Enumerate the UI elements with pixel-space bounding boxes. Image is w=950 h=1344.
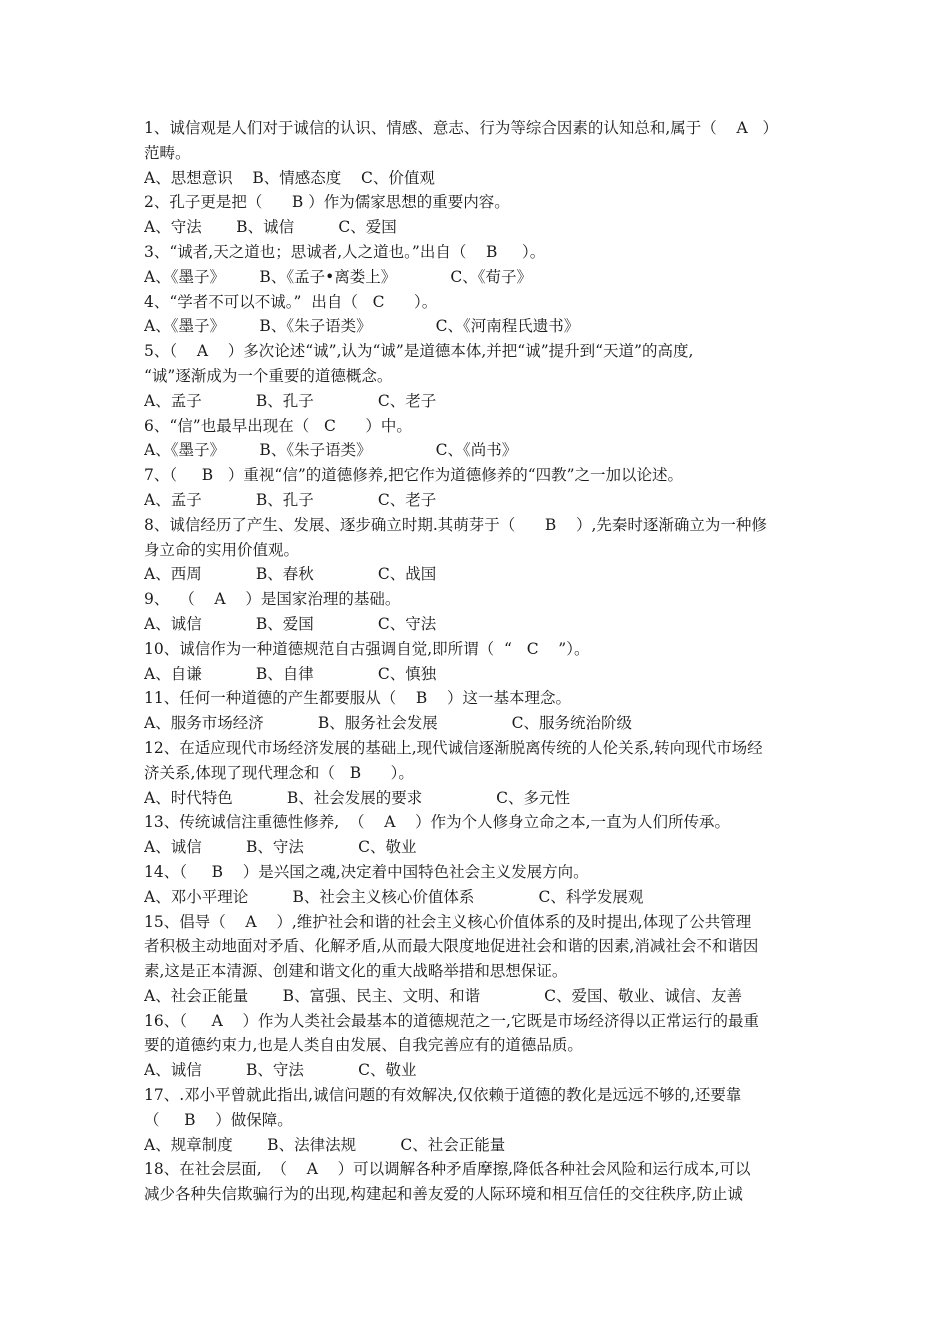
text-line: 素,这是正本清源、创建和谐文化的重大战略举措和思想保证。 <box>144 962 568 981</box>
text-line: 10、诚信作为一种道德规范自古强调自觉,即所谓（ “ C ”）。 <box>144 639 590 658</box>
text-line: 济关系,体现了现代理念和（ B ）。 <box>144 763 414 782</box>
text-line: 16、（ A ）作为人类社会最基本的道德规范之一,它既是市场经济得以正常运行的最重 <box>144 1011 759 1030</box>
text-line: 减少各种失信欺骗行为的出现,构建起和善友爱的人际环境和相互信任的交往秩序,防止诚 <box>144 1185 743 1204</box>
text-line: 4、“学者不可以不诚。” 出自（ C ）。 <box>144 292 438 311</box>
text-line: 17、.邓小平曾就此指出,诚信问题的有效解决,仅依赖于道德的教化是远远不够的,还要靠 <box>144 1086 742 1105</box>
text-line: A、孟子 B、孔子 C、老子 <box>144 391 437 410</box>
text-line: 13、传统诚信注重德性修养, （ A ）作为个人修身立命之本,一直为人们所传承。 <box>144 813 731 832</box>
text-line: A、诚信 B、爱国 C、守法 <box>144 614 437 633</box>
text-line: 12、在适应现代市场经济发展的基础上,现代诚信逐渐脱离传统的人伦关系,转向现代市场经 <box>144 738 763 757</box>
text-line: A、守法 B、诚信 C、爱国 <box>144 218 397 237</box>
text-line: A、服务市场经济 B、服务社会发展 C、服务统治阶级 <box>144 714 633 733</box>
text-line: A、时代特色 B、社会发展的要求 C、多元性 <box>144 788 571 807</box>
question-list <box>144 116 812 1207</box>
text-line: A、自谦 B、自律 C、慎独 <box>144 664 437 683</box>
text-line: A、《墨子》 B、《朱子语类》 C、《尚书》 <box>144 441 518 460</box>
text-line: 11、任何一种道德的产生都要服从（ B ）这一基本理念。 <box>144 689 572 708</box>
text-line: A、诚信 B、守法 C、敬业 <box>144 1061 417 1080</box>
text-line: 9、 （ A ）是国家治理的基础。 <box>144 590 401 609</box>
text-line: 15、倡导（ A ）,维护社会和谐的社会主义核心价值体系的及时提出,体现了公共管理 <box>144 912 752 931</box>
text-line: A、规章制度 B、法律法规 C、社会正能量 <box>144 1135 506 1154</box>
text-line: A、《墨子》 B、《朱子语类》 C、《河南程氏遗书》 <box>144 317 580 336</box>
text-line: A、孟子 B、孔子 C、老子 <box>144 490 437 509</box>
text-line: 范畴。 <box>144 143 191 162</box>
text-line: 5、（ A ）多次论述“诚”,认为“诚”是道德本体,并把“诚”提升到“天道”的高度, <box>144 342 694 361</box>
text-line: 3、“诚者,天之道也；思诚者,人之道也。”出自（ B ）。 <box>144 242 546 261</box>
text-line: A、思想意识 B、情感态度 C、价值观 <box>144 168 435 187</box>
text-line: A、社会正能量 B、富强、民主、文明、和谐 C、爱国、敬业、诚信、友善 <box>144 986 742 1005</box>
text-line: 18、在社会层面, （ A ）可以调解各种矛盾摩擦,降低各种社会风险和运行成本,可以 <box>144 1160 751 1179</box>
text-line: 8、诚信经历了产生、发展、逐步确立时期.其萌芽于（ B ）,先秦时逐渐确立为一种修 <box>144 515 767 534</box>
text-line: 身立命的实用价值观。 <box>144 540 300 559</box>
text-line: A、《墨子》 B、《孟子•离娄上》 C、《荀子》 <box>144 267 533 286</box>
text-line: 2、孔子更是把（ B ）作为儒家思想的重要内容。 <box>144 193 510 212</box>
text-line: 6、“信”也最早出现在（ C ）中。 <box>144 416 412 435</box>
text-line: A、西周 B、春秋 C、战国 <box>144 565 437 584</box>
text-line: 14、（ B ）是兴国之魂,决定着中国特色社会主义发展方向。 <box>144 862 589 881</box>
text-line: A、邓小平理论 B、社会主义核心价值体系 C、科学发展观 <box>144 887 644 906</box>
text-line: （ B ）做保障。 <box>144 1110 293 1129</box>
text-line: A、诚信 B、守法 C、敬业 <box>144 838 417 857</box>
text-line: 要的道德约束力,也是人类自由发展、自我完善应有的道德品质。 <box>144 1036 583 1055</box>
text-line: 7、（ B ）重视“信”的道德修养,把它作为道德修养的“四教”之一加以论述。 <box>144 466 684 485</box>
text-line: “诚”逐渐成为一个重要的道德概念。 <box>144 366 393 385</box>
text-line: 者积极主动地面对矛盾、化解矛盾,从而最大限度地促进社会和谐的因素,消减社会不和谐因 <box>144 937 759 956</box>
text-line: 1、诚信观是人们对于诚信的认识、情感、意志、行为等综合因素的认知总和,属于（ A ） <box>144 119 778 137</box>
